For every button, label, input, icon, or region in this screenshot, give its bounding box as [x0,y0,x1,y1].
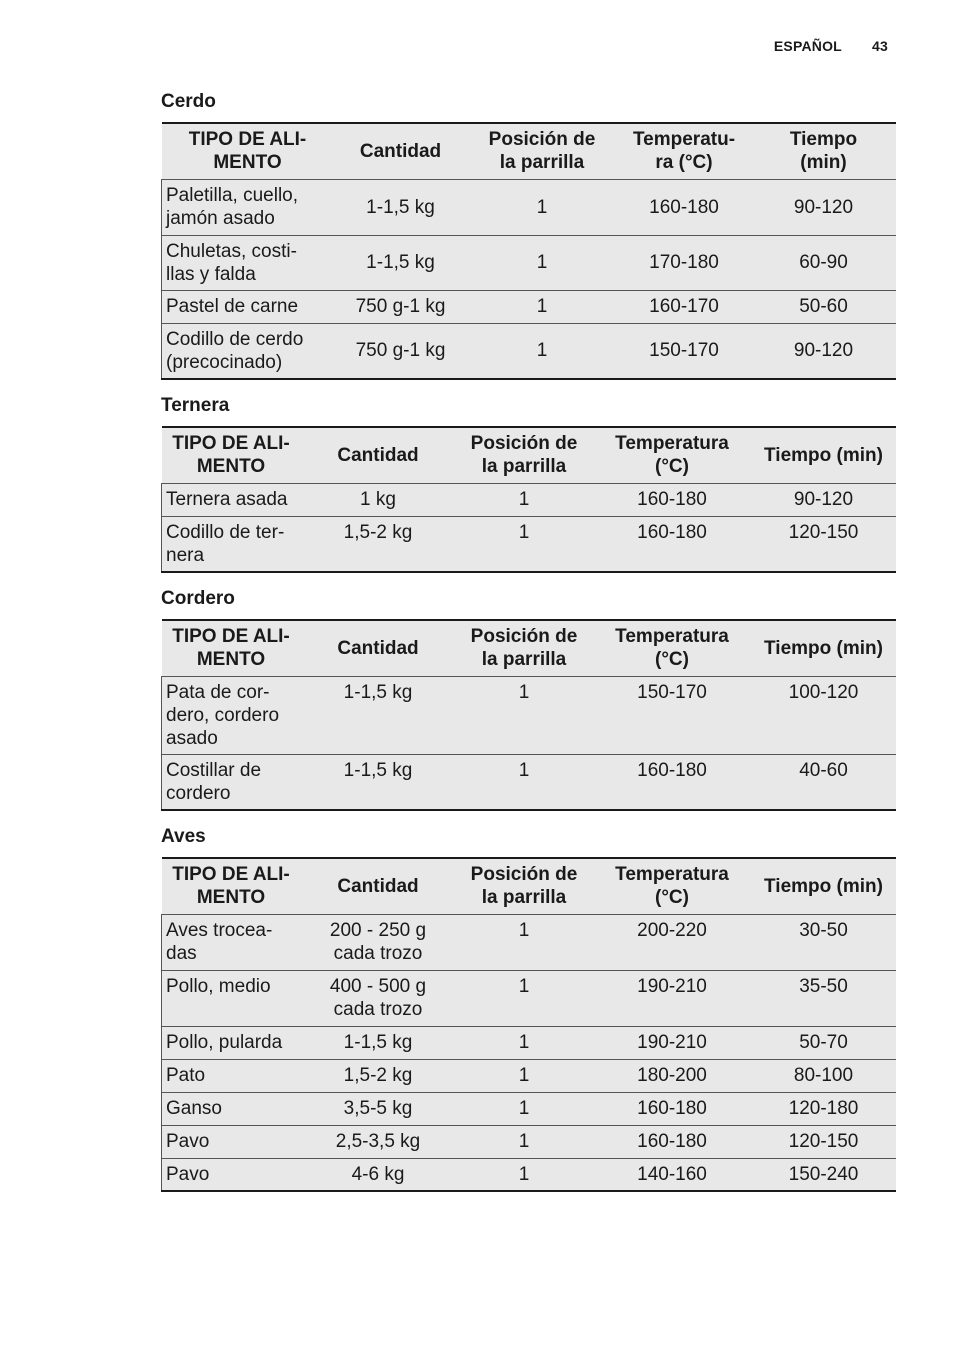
table-cell: 100-120 [752,676,896,754]
column-header: Temperatura (°C) [593,858,752,914]
table-row [162,970,896,1026]
table-cell: 160-180 [593,483,752,516]
table-cell: 1 [468,179,617,235]
food-type-cell: Chuletas, costi- llas y falda [162,235,334,290]
food-type-cell: Pollo, medio [162,970,301,1026]
column-header: Posición de la parrilla [456,858,593,914]
column-header: Temperatura (°C) [593,620,752,676]
column-header: Tiempo (min) [752,123,896,179]
table-row [162,1158,896,1191]
food-type-cell: Codillo de cerdo (precocinado) [162,323,334,379]
table-cell: 190-210 [593,1026,752,1059]
table-cell: 1 [468,235,617,290]
table-cell: 1 [456,676,593,754]
table-cell: 1 [456,1092,593,1125]
table-row [162,235,896,290]
column-header: Posición de la parrilla [456,620,593,676]
table-cell: 160-180 [617,179,752,235]
table-row [162,483,896,516]
table-row [162,754,896,810]
table-cell: 1 kg [301,483,456,516]
table-cell: 160-180 [593,1092,752,1125]
table-cell: 1 [456,914,593,970]
column-header: Tiempo (min) [752,427,896,483]
column-header: Temperatura (°C) [593,427,752,483]
table-cell: 750 g-1 kg [334,290,468,323]
section-aves [161,825,895,1192]
table-cell: 1 [456,754,593,810]
table-cell: 1 [456,516,593,572]
table-cell: 1-1,5 kg [301,754,456,810]
table-cell: 170-180 [617,235,752,290]
table-row [162,1026,896,1059]
food-type-cell: Pata de cor- dero, cordero asado [162,676,301,754]
column-header: Posición de la parrilla [456,427,593,483]
table-cell: 50-70 [752,1026,896,1059]
food-type-cell: Pastel de carne [162,290,334,323]
table-header-row [162,620,896,676]
food-type-cell: Aves trocea- das [162,914,301,970]
section-title: Aves [161,826,206,847]
column-header: TIPO DE ALI- MENTO [162,620,301,676]
table-cell: 1-1,5 kg [301,1026,456,1059]
table-cordero [161,619,896,811]
table-cell: 1,5-2 kg [301,516,456,572]
table-cell: 160-180 [593,1125,752,1158]
table-cell: 160-180 [593,754,752,810]
food-type-cell: Codillo de ter- nera [162,516,301,572]
section-cordero [161,587,895,811]
table-cell: 140-160 [593,1158,752,1191]
table-row [162,914,896,970]
table-cell: 1-1,5 kg [301,676,456,754]
table-cell: 90-120 [752,179,896,235]
food-type-cell: Paletilla, cuello, jamón asado [162,179,334,235]
table-cell: 2,5-3,5 kg [301,1125,456,1158]
table-cell: 120-180 [752,1092,896,1125]
page-header [774,38,888,54]
table-cell: 1-1,5 kg [334,179,468,235]
table-cell: 750 g-1 kg [334,323,468,379]
column-header: TIPO DE ALI- MENTO [162,123,334,179]
table-row [162,179,896,235]
table-cell: 120-150 [752,1125,896,1158]
table-cell: 1 [456,1059,593,1092]
food-type-cell: Costillar de cordero [162,754,301,810]
column-header: Tiempo (min) [752,858,896,914]
table-cell: 90-120 [752,483,896,516]
column-header: TIPO DE ALI- MENTO [162,858,301,914]
table-cell: 1 [468,290,617,323]
table-cell: 160-180 [593,516,752,572]
section-title: Ternera [161,395,230,416]
table-ternera [161,426,896,573]
table-aves [161,857,896,1192]
table-cell: 180-200 [593,1059,752,1092]
food-type-cell: Pavo [162,1158,301,1191]
table-cell: 90-120 [752,323,896,379]
table-cell: 150-170 [617,323,752,379]
table-cell: 80-100 [752,1059,896,1092]
food-type-cell: Ganso [162,1092,301,1125]
table-cell: 4-6 kg [301,1158,456,1191]
table-row [162,1125,896,1158]
column-header: Temperatu- ra (°C) [617,123,752,179]
section-title: Cerdo [161,91,216,112]
page-number: 43 [872,38,888,54]
column-header: Cantidad [301,427,456,483]
table-row [162,290,896,323]
table-row [162,516,896,572]
table-cell: 400 - 500 g cada trozo [301,970,456,1026]
food-type-cell: Ternera asada [162,483,301,516]
table-row [162,1092,896,1125]
table-header-row [162,123,896,179]
food-type-cell: Pavo [162,1125,301,1158]
table-cell: 1 [468,323,617,379]
table-cell: 190-210 [593,970,752,1026]
table-cell: 150-240 [752,1158,896,1191]
food-type-cell: Pato [162,1059,301,1092]
table-row [162,676,896,754]
table-cell: 30-50 [752,914,896,970]
table-cell: 1 [456,1026,593,1059]
table-cell: 3,5-5 kg [301,1092,456,1125]
table-row [162,1059,896,1092]
table-cell: 40-60 [752,754,896,810]
language-label: ESPAÑOL [773,38,842,54]
table-cell: 50-60 [752,290,896,323]
table-cell: 160-170 [617,290,752,323]
section-cerdo [161,90,895,380]
table-cell: 200-220 [593,914,752,970]
table-cell: 1-1,5 kg [334,235,468,290]
table-cell: 35-50 [752,970,896,1026]
table-cell: 60-90 [752,235,896,290]
section-title: Cordero [161,588,235,609]
table-cell: 1 [456,970,593,1026]
section-ternera [161,394,895,573]
food-type-cell: Pollo, pularda [162,1026,301,1059]
table-header-row [162,427,896,483]
column-header: Cantidad [301,858,456,914]
table-cell: 200 - 250 g cada trozo [301,914,456,970]
column-header: Tiempo (min) [752,620,896,676]
table-cell: 1 [456,483,593,516]
table-row [162,323,896,379]
table-cell: 150-170 [593,676,752,754]
column-header: Posición de la parrilla [468,123,617,179]
table-cell: 1 [456,1158,593,1191]
table-header-row [162,858,896,914]
table-cerdo [161,122,896,380]
table-cell: 1 [456,1125,593,1158]
column-header: TIPO DE ALI- MENTO [162,427,301,483]
column-header: Cantidad [301,620,456,676]
column-header: Cantidad [334,123,468,179]
table-cell: 120-150 [752,516,896,572]
table-cell: 1,5-2 kg [301,1059,456,1092]
